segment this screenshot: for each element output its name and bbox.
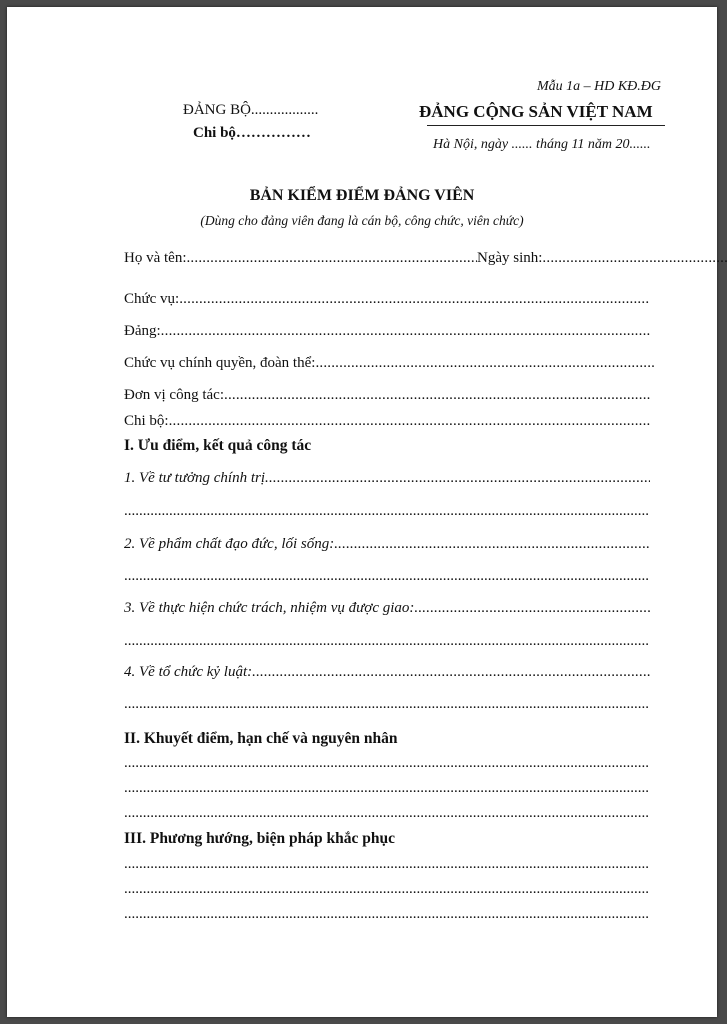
weaknesses-line-2[interactable] (124, 780, 650, 800)
cell-blank[interactable] (169, 413, 650, 430)
item4-row (124, 664, 650, 681)
item2-label: 2. Về phẩm chất đạo đức, lối sống: (124, 536, 335, 552)
position-label: Chức vụ: (124, 291, 180, 307)
form-code: Mẫu 1a – HD KĐ.ĐG (536, 79, 661, 94)
document-subtitle: (Dùng cho đảng viên đang là cán bộ, công chức, viên chức) (200, 213, 524, 228)
party-cell: Chi bộ…………… (193, 125, 311, 141)
item2-extra-line[interactable] (124, 568, 650, 588)
item4-blank[interactable] (252, 664, 650, 681)
date-line: Hà Nội, ngày ...... tháng 11 năm 20...... (433, 137, 651, 152)
party-label: Đảng: (124, 323, 161, 339)
gov-position-row (124, 355, 654, 372)
position-blank[interactable] (179, 291, 650, 308)
item1-label: 1. Về tư tưởng chính trị (124, 470, 266, 486)
item2-row (124, 536, 650, 553)
item2-blank[interactable] (334, 536, 650, 553)
party-row (124, 323, 650, 340)
item3-row (124, 600, 650, 617)
section-remedies-heading: III. Phương hướng, biện pháp khắc phục (124, 830, 395, 847)
cell-label: Chi bộ: (124, 413, 169, 429)
party-branch: ĐẢNG BỘ.................. (183, 102, 319, 118)
item3-blank[interactable] (414, 600, 650, 617)
party-name-underline (427, 125, 665, 126)
birth-date-blank[interactable] (542, 250, 727, 267)
document-page (7, 7, 717, 1017)
item1-row (124, 470, 650, 487)
full-name-blank[interactable] (186, 250, 477, 267)
item4-extra-line[interactable] (124, 696, 650, 716)
item4-label: 4. Về tổ chức kỷ luật: (124, 664, 253, 680)
remedies-line-3[interactable] (124, 906, 650, 926)
document-title: BẢN KIỂM ĐIỂM ĐẢNG VIÊN (249, 187, 475, 204)
position-row (124, 291, 650, 308)
item3-extra-line[interactable] (124, 633, 650, 653)
work-unit-label: Đơn vị công tác: (124, 387, 224, 403)
cell-row (124, 413, 650, 430)
full-name-row (124, 250, 650, 267)
item1-blank[interactable] (265, 470, 650, 487)
party-blank[interactable] (161, 323, 650, 340)
gov-position-label: Chức vụ chính quyền, đoàn thể: (124, 355, 316, 371)
remedies-line-1[interactable] (124, 856, 650, 876)
section-strengths-heading: I. Ưu điểm, kết quả công tác (124, 437, 312, 454)
party-name: ĐẢNG CỘNG SẢN VIỆT NAM (419, 102, 653, 121)
work-unit-row (124, 387, 650, 404)
section-weaknesses-heading: II. Khuyết điểm, hạn chế và nguyên nhân (124, 730, 398, 747)
item1-extra-line[interactable] (124, 503, 650, 523)
birth-date-label: Ngày sinh: (477, 250, 543, 266)
full-name-label: Họ và tên: (124, 250, 187, 266)
item3-label: 3. Về thực hiện chức trách, nhiệm vụ được giao: (124, 600, 415, 616)
gov-position-blank[interactable] (315, 355, 654, 372)
weaknesses-line-3[interactable] (124, 805, 650, 825)
weaknesses-line-1[interactable] (124, 755, 650, 775)
work-unit-blank[interactable] (224, 387, 650, 404)
remedies-line-2[interactable] (124, 881, 650, 901)
